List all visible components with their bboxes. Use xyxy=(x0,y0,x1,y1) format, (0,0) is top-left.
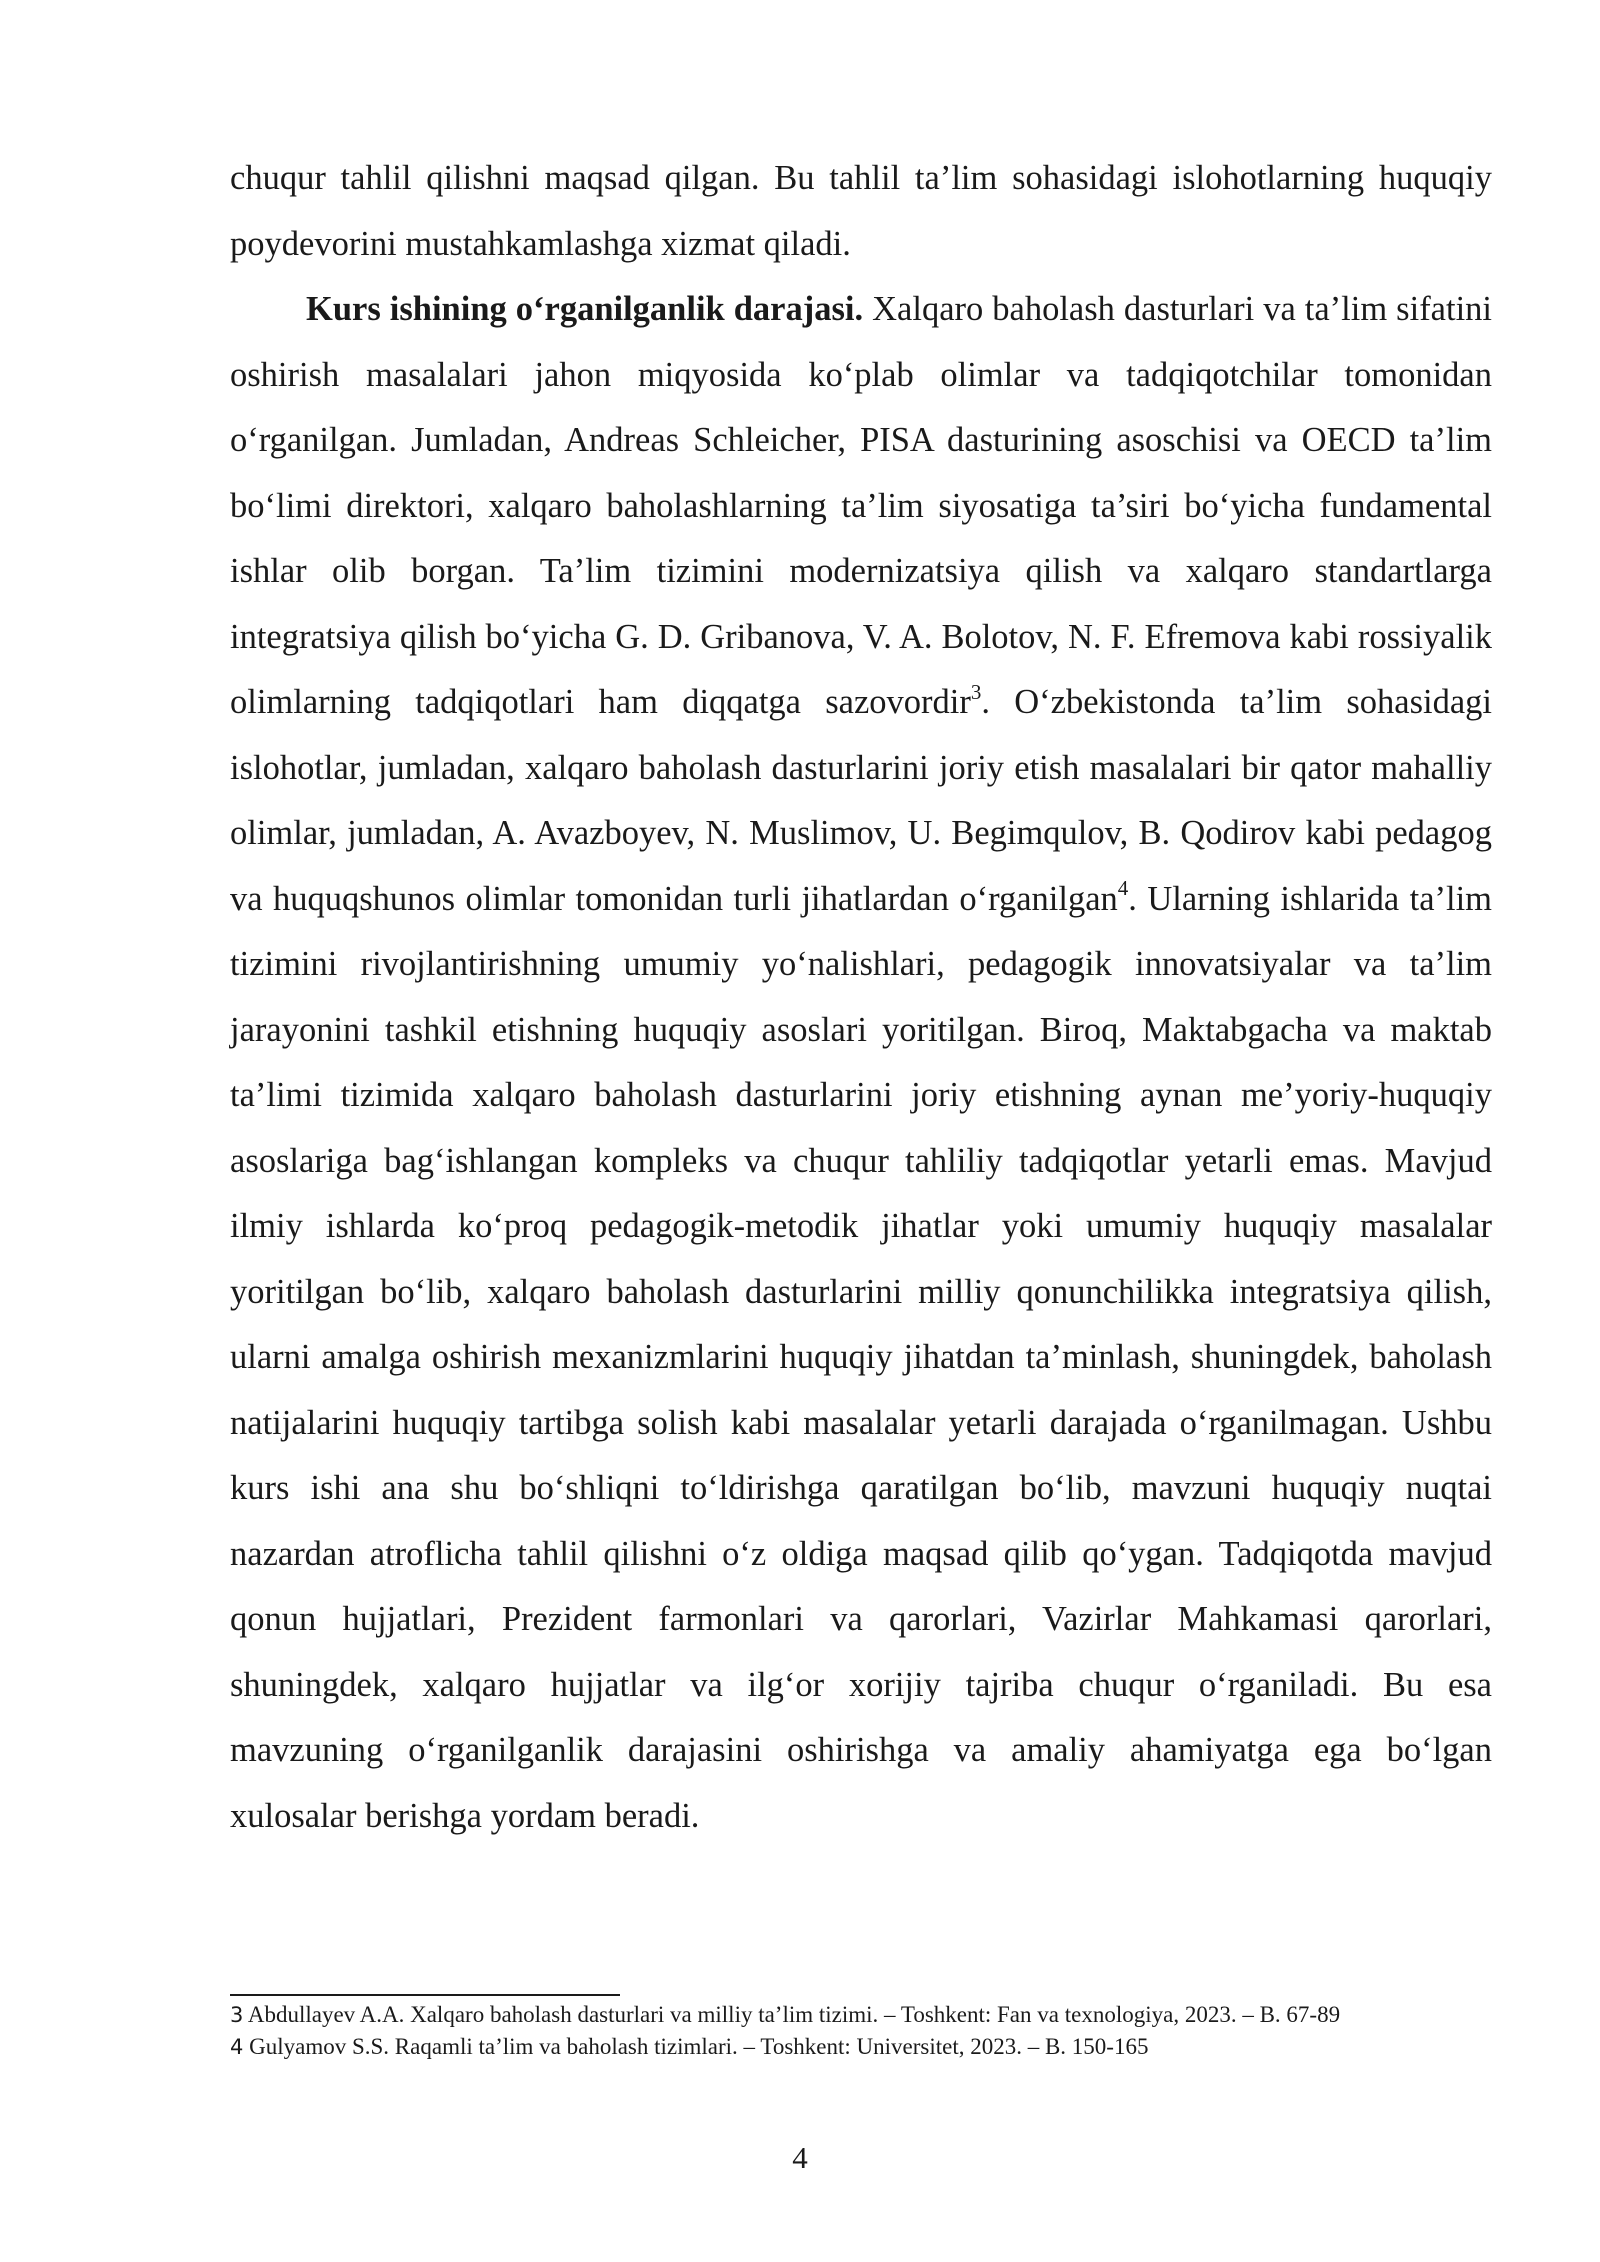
paragraph-study-level xyxy=(230,277,1492,1849)
footnote-number: 4 xyxy=(230,2035,244,2059)
footnote xyxy=(230,1999,1492,2031)
paragraph-text: . O‘zbekistonda ta’lim sohasidagi islohotlar, jumladan, xalqaro baholash dasturlarini joriy etish masalalari bir qator mahalliy olimlar, jumladan, A. Avazboyev, N. Muslimov, U. Begimqulov, B. Qodirov kabi pedagog va huquqshunos olimlar tomonidan turli jihatlardan o‘rganilgan xyxy=(230,683,1493,918)
footnote-reference[interactable]: 4 xyxy=(1117,876,1129,900)
body-text xyxy=(230,146,1492,1849)
paragraph-text: . Ularning ishlarida ta’lim tizimini rivojlantirishning umumiy yo‘nalishlari, pedagogik innovatsiyalar va ta’lim jarayonini tashkil etishning huquqiy asoslari yoritilgan. Biroq, Maktabgacha va maktab ta’limi tizimida xalqaro baholash dasturlarini joriy etishning aynan me’yoriy-huquqiy asoslariga bag‘ishlangan kompleks va chuqur tahliliy tadqiqotlar yetarli emas. Mavjud ilmiy ishlarda ko‘proq pedagogik-metodik jihatlar yoki umumiy huquqiy masalalar yoritilgan bo‘lib, xalqaro baholash dasturlarini milliy qonunchilikka integratsiya qilish, ularni amalga oshirish mexanizmlarini huquqiy jihatdan ta’minlash, shuningdek, baholash natijalarini huquqiy tartibga solish kabi masalalar yetarli darajada o‘rganilmagan. Ushbu kurs ishi ana shu bo‘shliqni to‘ldirishga qaratilgan bo‘lib, mavzuni huquqiy nuqtai nazardan atroflicha tahlil qilishni o‘z oldiga maqsad qilib qo‘ygan. Tadqiqotda mavjud qonun hujjatlari, Prezident farmonlari va qarorlari, Vazirlar Mahkamasi qarorlari, shuningdek, xalqaro hujjatlar va ilg‘or xorijiy tajriba chuqur o‘rganiladi. Bu esa mavzuning o‘rganilganlik darajasini oshirishga va amaliy ahamiyatga ega bo‘lgan xulosalar berishga yordam beradi. xyxy=(230,879,1492,1835)
footnote-number: 3 xyxy=(230,2003,244,2027)
page-number: 4 xyxy=(792,2140,808,2175)
footnote-reference[interactable]: 3 xyxy=(970,679,982,704)
footnote xyxy=(230,2031,1492,2063)
paragraph-text: Xalqaro baholash dasturlari va ta’lim sifatini oshirish masalalari jahon miqyosida ko‘plab olimlar va tadqiqotchilar tomonidan o‘rganilgan. Jumladan, Andreas Schleicher, PISA dasturining asoschisi va OECD ta’lim bo‘limi direktori, xalqaro baholashlarning ta’lim siyosatiga ta’siri bo‘yicha fundamental ishlar olib borgan. Ta’lim tizimini modernizatsiya qilish va xalqaro standartlarga integratsiya qilish bo‘yicha G. D. Gribanova, V. A. Bolotov, N. F. Efremova kabi rossiyalik olimlarning tadqiqotlari ham diqqatga sazovordir xyxy=(230,290,1492,721)
footnote-text: Gulyamov S.S. Raqamli ta’lim va baholash tizimlari. – Toshkent: Universitet, 2023. – B. 150-165 xyxy=(243,2034,1149,2059)
footnote-text: Abdullayev A.A. Xalqaro baholash dasturlari va milliy ta’lim tizimi. – Toshkent: Fan va texnologiya, 2023. – B. 67-89 xyxy=(243,2002,1341,2027)
footnotes xyxy=(230,1999,1492,2063)
paragraph-continuation: chuqur tahlil qilishni maqsad qilgan. Bu tahlil ta’lim sohasidagi islohotlarning huquqiy poydevorini mustahkamlashga xizmat qiladi. xyxy=(230,159,1492,263)
footnote-separator xyxy=(230,1994,620,1996)
section-heading: Kurs ishining o‘rganilganlik darajasi. xyxy=(306,290,864,328)
